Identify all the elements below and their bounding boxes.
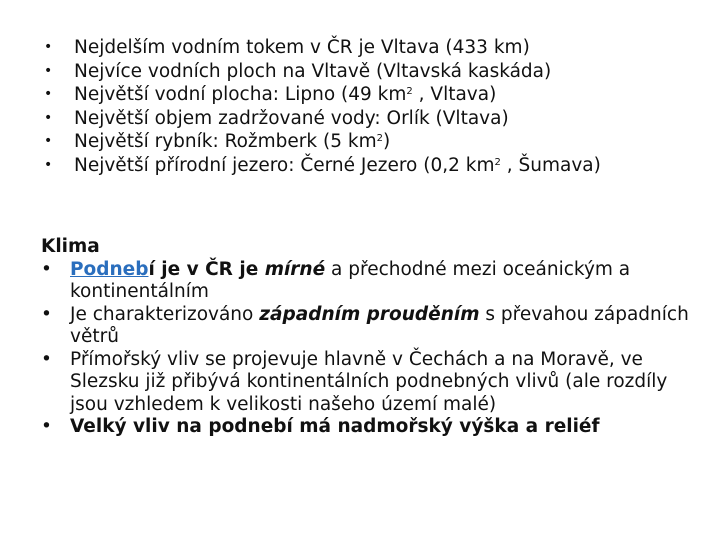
facts-list (44, 36, 601, 177)
fact-text: Nejdelším vodním tokem v ČR je Vltava (433 km) (74, 37, 530, 58)
bullet: • (44, 156, 53, 173)
superscript: 2 (376, 133, 383, 144)
list-item (44, 107, 601, 131)
fact-text: Největší rybník: Rožmberk (5 km (74, 131, 377, 152)
list-item (44, 60, 601, 84)
bullet: • (41, 348, 52, 370)
bullet: • (41, 416, 52, 437)
list-item (41, 259, 691, 304)
fact-tail: , Vltava) (412, 84, 497, 105)
bullet: • (44, 62, 53, 79)
list-item (41, 304, 691, 349)
item-text: Přímořský vliv se projevuje hlavně v Čechách a na Moravě, ve Slezsku již přibývá kontinentálních podnebných vlivů (ale rozdíly jsou vzhledem k velikosti našeho území malé) (70, 348, 668, 415)
fact-text: Největší objem zadržované vody: Orlík (Vltava) (74, 107, 509, 129)
bullet: • (41, 303, 52, 325)
bullet: • (44, 133, 53, 149)
fact-text: Největší přírodní jezero: Černé Jezero (0,2 km (74, 154, 495, 176)
superscript: 2 (494, 156, 501, 168)
bullet: • (41, 258, 52, 280)
podnebi-link[interactable]: Podneb (70, 258, 149, 280)
bullet: • (44, 109, 53, 126)
bold-text: Velký vliv na podnebí má nadmořský výška a reliéf (70, 416, 600, 437)
list-item (41, 416, 691, 439)
bold-italic-text: západním prouděním (259, 303, 480, 325)
fact-text: Nejvíce vodních ploch na Vltavě (Vltavská kaskáda) (74, 60, 552, 82)
fact-tail: , Šumava) (500, 154, 601, 176)
fact-text: Největší vodní plocha: Lipno (49 km (74, 84, 407, 105)
item-text: Je charakterizováno (70, 303, 260, 325)
list-item (44, 83, 601, 107)
bullet: • (44, 39, 53, 55)
bullet: • (44, 86, 53, 102)
fact-tail: ) (382, 131, 391, 152)
bold-text: í je v ČR je (148, 258, 265, 280)
list-item (44, 36, 601, 60)
list-item (41, 349, 691, 417)
climate-section (41, 236, 691, 439)
bold-italic-text: mírné (264, 258, 326, 280)
superscript: 2 (406, 86, 413, 97)
item-text: s převahou západních větrů (70, 303, 689, 347)
list-item (44, 154, 601, 178)
item-text: a přechodné mezi oceánickým a kontinentálním (70, 258, 631, 302)
list-item (44, 130, 601, 154)
section-title: Klima (41, 236, 100, 257)
climate-list (41, 259, 691, 439)
